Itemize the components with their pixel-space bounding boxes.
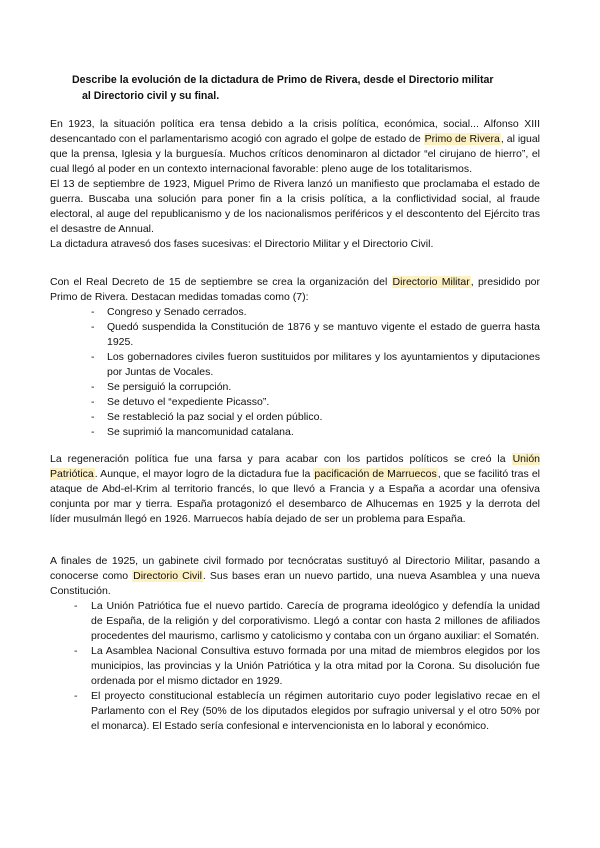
title-line-2: al Directorio civil y su final. xyxy=(82,90,220,102)
intro-paragraph-1 xyxy=(50,117,540,177)
dash-bullet: - xyxy=(91,351,95,363)
list-item xyxy=(91,410,540,425)
regeneracion-text-c: , que se facilitó tras el ataque de Abd-el-Krim al territorio francés, lo que llevó a Francia y a España a acordar una ofensiva conjunta por mar y tierra. España protagonizó el desembarco de Alhucemas en 1925 y la derrota del líder musulmán llegó en 1926. Marruecos había dejado de ser un problema para España. xyxy=(50,468,540,525)
dash-bullet: - xyxy=(91,396,95,408)
highlight-directorio-civil: Directorio Civil xyxy=(133,570,202,582)
intro-section xyxy=(50,117,540,252)
regeneracion-section xyxy=(50,452,540,527)
regeneracion-text-b: . Aunque, el mayor logro de la dictadura fue la xyxy=(94,468,314,480)
list-item-text: Congreso y Senado cerrados. xyxy=(107,306,247,318)
list-item xyxy=(74,644,540,689)
militar-text-a: Con el Real Decreto de 15 de septiembre se crea la organización del xyxy=(50,276,392,288)
list-item xyxy=(74,599,540,644)
dash-bullet: - xyxy=(74,600,78,612)
dash-bullet: - xyxy=(91,411,95,423)
militar-intro xyxy=(50,275,540,305)
list-item xyxy=(91,380,540,395)
list-item xyxy=(91,425,540,440)
intro-text-a: En 1923, la situación política era tensa debido a la crisis política, económica, social... Alfonso XIII desencantado con el parlamentarismo acogió con agrado el golpe de estado de xyxy=(50,118,540,145)
civil-text-b: . Sus bases eran un nuevo partido, una nueva Asamblea y una nueva Constitución. xyxy=(50,570,540,597)
list-item-text: Quedó suspendida la Constitución de 1876 y se mantuvo vigente el estado de guerra hasta 1925. xyxy=(107,321,540,348)
title-line-1: Describe la evolución de la dictadura de Primo de Rivera, desde el Directorio militar xyxy=(72,74,494,86)
highlight-union-patriotica: Unión Patriótica xyxy=(50,453,540,480)
intro-text-b: , al igual que la prensa, Iglesia y la burguesía. Muchos críticos denominaron al dictador “el cirujano de hierro”, el cual llegó al poder en un contexto internacional favorable: pleno auge de los totalitarismos. xyxy=(50,133,541,175)
dash-bullet: - xyxy=(74,690,78,702)
list-item-text: Se restableció la paz social y el orden público. xyxy=(107,411,323,423)
militar-intro-paragraph xyxy=(50,275,540,305)
dash-bullet: - xyxy=(91,381,95,393)
list-item-text: Se suprimió la mancomunidad catalana. xyxy=(107,426,294,438)
militar-measures-list xyxy=(0,305,600,440)
regeneracion-paragraph xyxy=(50,452,540,527)
list-item-text: Los gobernadores civiles fueron sustituidos por militares y los ayuntamientos y diputaciones por Juntas de Vocales. xyxy=(107,351,540,378)
list-item xyxy=(91,320,540,350)
dash-bullet: - xyxy=(91,321,95,333)
highlight-directorio-militar: Directorio Militar xyxy=(392,276,470,288)
militar-text-b: , presidido por Primo de Rivera. Destacan medidas tomadas como (7): xyxy=(50,276,540,303)
civil-intro xyxy=(50,554,540,599)
civil-bases-list xyxy=(0,599,600,734)
highlight-primo-de-rivera: Primo de Rivera xyxy=(424,133,500,145)
list-item-text: Se detuvo el “expediente Picasso”. xyxy=(107,396,270,408)
dash-bullet: - xyxy=(91,306,95,318)
highlight-pacificacion-marruecos: pacificación de Marruecos xyxy=(314,468,437,480)
dash-bullet: - xyxy=(74,645,78,657)
list-item xyxy=(74,689,540,734)
question-title xyxy=(72,72,542,104)
list-item-text: Se persiguió la corrupción. xyxy=(107,381,232,393)
list-item-text: La Unión Patriótica fue el nuevo partido. Carecía de programa ideológico y defendía la unidad de España, de la religión y del corporativismo. Llegó a contar con hasta 2 millones de afiliados procedentes del maurismo, carlismo y catolicismo y contaba con un órgano auxiliar: el Somatén. xyxy=(91,600,540,642)
list-item-text: La Asamblea Nacional Consultiva estuvo formada por una mitad de miembros elegidos por los municipios, las provincias y la Unión Patriótica y la otra mitad por la Corona. Su disolución fue ordenada por el mismo dictador en 1929. xyxy=(91,645,540,687)
civil-text-a: A finales de 1925, un gabinete civil formado por tecnócratas sustituyó al Directorio Militar, pasando a conocerse como xyxy=(50,555,540,582)
list-item xyxy=(91,305,540,320)
list-item xyxy=(91,395,540,410)
civil-intro-paragraph xyxy=(50,554,540,599)
regeneracion-text-a: La regeneración política fue una farsa y para acabar con los partidos políticos se creó la xyxy=(50,453,512,465)
intro-paragraph-2: El 13 de septiembre de 1923, Miguel Primo de Rivera lanzó un manifiesto que proclamaba el estado de guerra. Buscaba una solución para poner fin a la crisis política, a la conflictividad social, al fraude electoral, al auge del republicanismo y de los nacionalismos periféricos y el descontento del Ejército tras el desastre de Annual. xyxy=(50,178,540,235)
intro-paragraph-3: La dictadura atravesó dos fases sucesivas: el Directorio Militar y el Directorio Civil. xyxy=(50,238,434,250)
dash-bullet: - xyxy=(91,426,95,438)
list-item-text: El proyecto constitucional establecía un régimen autoritario cuyo poder legislativo recae en el Parlamento con el Rey (50% de los diputados elegidos por sufragio universal y el otro 50% por el monarca). El Estado sería confesional e intervencionista en lo laboral y económico. xyxy=(91,690,540,732)
list-item xyxy=(91,350,540,380)
